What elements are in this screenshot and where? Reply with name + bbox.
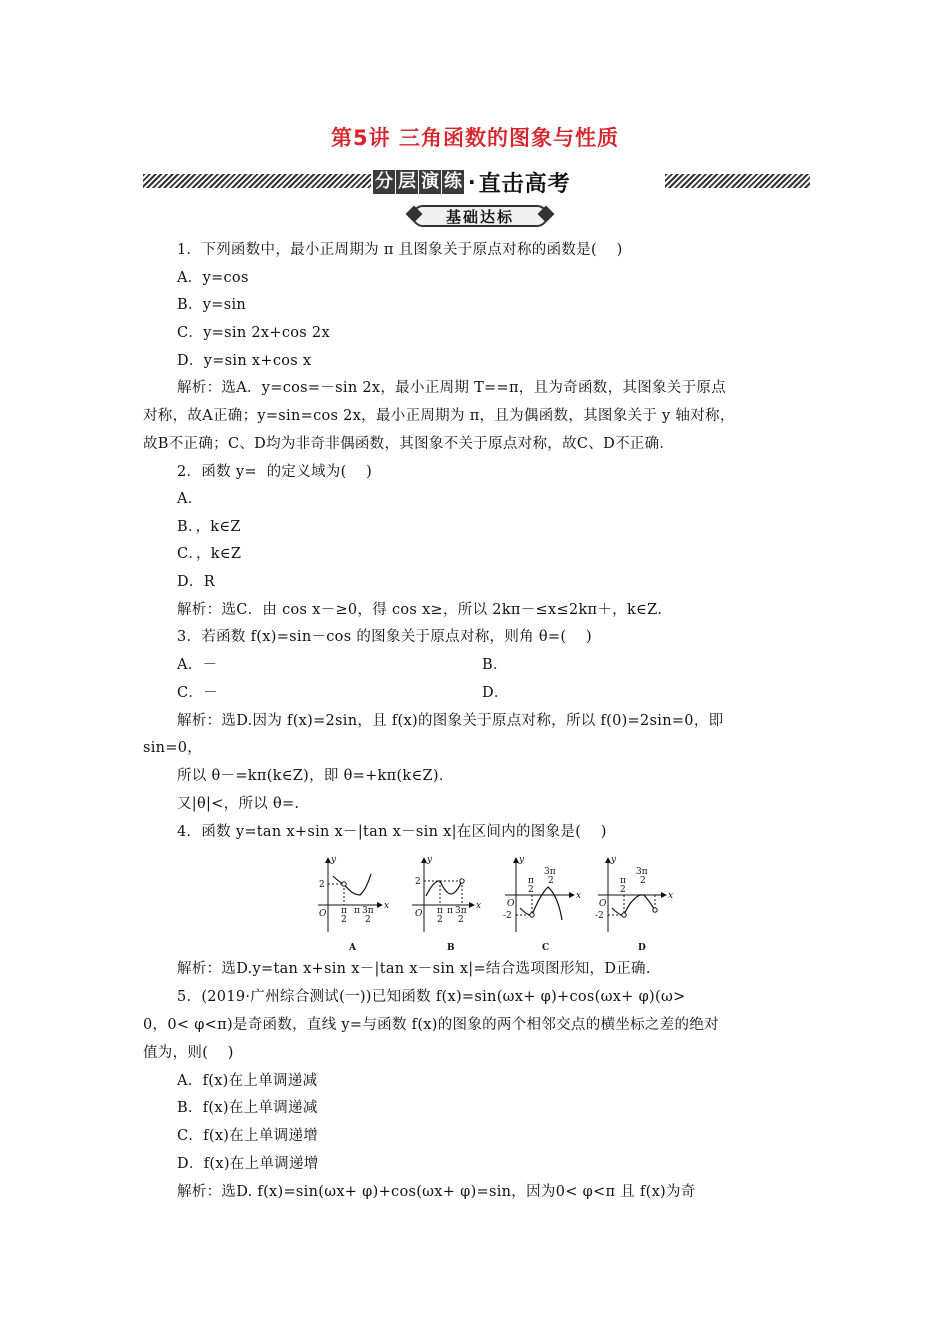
q2-solution: 解析：选C．由 cos x－≥0，得 cos x≥，所以 2kπ－≤x≤2kπ＋，k∈Z. <box>177 602 663 618</box>
q1-option-c: C．y=sin 2x+cos 2x <box>177 325 330 341</box>
banner-char: 层 <box>398 171 416 192</box>
graph-c-3pi: 3π <box>544 867 556 877</box>
graph-a-pi: π <box>341 906 347 916</box>
graph-c-denom2: 2 <box>548 876 554 886</box>
graph-a-origin: O <box>319 909 327 919</box>
graph-c-pi: π <box>528 876 534 886</box>
graph-b-denom: 2 <box>437 915 443 925</box>
graph-c-origin: O <box>507 899 515 909</box>
q3-option-c: C．－ <box>177 685 218 701</box>
graph-d-pi: π <box>620 876 626 886</box>
q3-option-d: D． <box>482 685 509 701</box>
graph-d-denom2: 2 <box>640 876 646 886</box>
q2-option-a: A． <box>177 491 203 507</box>
level-badge <box>412 205 548 227</box>
graph-c-y-label: y <box>519 855 525 865</box>
graph-a-tick-2: 2 <box>319 880 325 890</box>
q5-stem-line1: 5．(2019·广州综合测试(一))已知函数 f(x)=sin(ωx+ φ)+cos(ωx+ φ)(ω> <box>177 989 686 1005</box>
graph-a-3pi: 3π <box>362 906 374 916</box>
graph-d-label: D <box>638 943 646 953</box>
badge-label: 基础达标 <box>445 207 514 226</box>
graph-a-x-label: x <box>384 901 390 911</box>
graph-b-label: B <box>447 943 455 953</box>
graph-b-tick-2: 2 <box>415 877 421 887</box>
q5-stem-line3: 值为，则( ) <box>143 1045 234 1061</box>
graph-a-denom: 2 <box>341 915 347 925</box>
q2-option-d: D．R <box>177 574 215 590</box>
graph-d-3pi: 3π <box>636 867 648 877</box>
q1-option-a: A．y=cos <box>177 270 249 286</box>
q5-option-b: B．f(x)在上单调递减 <box>177 1100 318 1116</box>
page-title: 第5讲 三角函数的图象与性质 <box>331 126 619 150</box>
banner-title <box>373 169 571 195</box>
q1-solution-line3: 故B不正确；C、D均为非奇非偶函数，其图象不关于原点对称，故C、D不正确． <box>143 436 675 452</box>
graph-c-denom: 2 <box>528 885 534 895</box>
graph-a-y-label: y <box>331 855 337 865</box>
q3-solution-line3: 所以 θ－=kπ(k∈Z)，即 θ=+kπ(k∈Z)． <box>177 768 454 784</box>
graph-c-label: C <box>542 943 550 953</box>
graph-a <box>318 855 389 953</box>
q1-option-d: D．y=sin x+cos x <box>177 353 312 369</box>
q2-stem: 2．函数 y= 的定义域为( ) <box>177 464 373 480</box>
q1-solution-line2: 对称，故A正确；y=sin=cos 2x，最小正周期为 π，且为偶函数，其图象关于 y 轴对称， <box>143 408 735 424</box>
banner-char: 演 <box>421 171 439 192</box>
graph-b-x-label: x <box>476 901 482 911</box>
q1-option-b: B．y=sin <box>177 297 247 313</box>
graph-d-denom: 2 <box>620 885 626 895</box>
q2-option-c: C．，k∈Z <box>177 546 242 562</box>
graph-d-x-label: x <box>668 891 674 901</box>
graph-b-y-label: y <box>427 855 433 865</box>
q3-solution-line1: 解析：选D.因为 f(x)=2sin，且 f(x)的图象关于原点对称，所以 f(0)=2sin=0，即 <box>177 713 724 729</box>
banner-dot: · <box>468 170 476 194</box>
graph-b-3pi: 3π <box>455 906 467 916</box>
q4-stem: 4．函数 y=tan x+sin x－|tan x－sin x|在区间内的图象是( ) <box>177 824 607 840</box>
q4-option-graphs <box>300 850 680 960</box>
graph-b-pi2: π <box>447 906 453 916</box>
q1-stem: 1．下列函数中，最小正周期为 π 且图象关于原点对称的函数是( ) <box>177 242 623 258</box>
graph-d-tick-neg2: -2 <box>595 911 604 921</box>
graph-d-origin: O <box>599 899 607 909</box>
q2-option-b: B．，k∈Z <box>177 519 241 535</box>
graph-d <box>595 855 673 953</box>
section-banner <box>143 169 810 195</box>
banner-rest: 直击高考 <box>478 171 571 197</box>
q3-stem: 3．若函数 f(x)=sin－cos 的图象关于原点对称，则角 θ=( ) <box>177 629 592 645</box>
graph-a-label: A <box>349 943 356 953</box>
q3-solution-line4: 又|θ|<，所以 θ=. <box>177 796 300 812</box>
graph-a-denom2: 2 <box>365 915 371 925</box>
banner-char: 练 <box>444 171 462 192</box>
q4-solution: 解析：选D.y=tan x+sin x－|tan x－sin x|=结合选项图形知，D正确. <box>177 961 651 977</box>
q5-option-d: D．f(x)在上单调递增 <box>177 1156 319 1172</box>
graph-c-tick-neg2: -2 <box>503 911 512 921</box>
q3-option-b: B． <box>482 657 508 673</box>
graph-c-x-label: x <box>576 891 582 901</box>
q3-option-a: A．－ <box>177 657 218 673</box>
q5-stem-line2: 0，0< φ<π)是奇函数，直线 y=与函数 f(x)的图象的两个相邻交点的横坐标之差的绝对 <box>143 1017 719 1033</box>
banner-char: 分 <box>375 171 393 192</box>
q5-option-a: A．f(x)在上单调递减 <box>177 1073 318 1089</box>
q3-solution-line2: sin=0， <box>143 740 203 756</box>
graph-d-y-label: y <box>611 855 617 865</box>
graph-b-pi: π <box>437 906 443 916</box>
graph-b <box>412 855 481 953</box>
q5-solution-line1: 解析：选D. f(x)=sin(ωx+ φ)+cos(ωx+ φ)=sin，因为0< φ<π 且 f(x)为奇 <box>177 1184 696 1200</box>
graph-a-pi2: π <box>354 906 360 916</box>
graph-c <box>503 855 581 953</box>
graph-b-denom2: 2 <box>458 915 464 925</box>
graph-b-origin: O <box>415 909 423 919</box>
q5-option-c: C．f(x)在上单调递增 <box>177 1128 319 1144</box>
hatch-right <box>665 174 810 188</box>
q1-solution-line1: 解析：选A．y=cos=－sin 2x，最小正周期 T==π，且为奇函数，其图象关于原点 <box>177 380 726 396</box>
hatch-left <box>143 174 371 188</box>
